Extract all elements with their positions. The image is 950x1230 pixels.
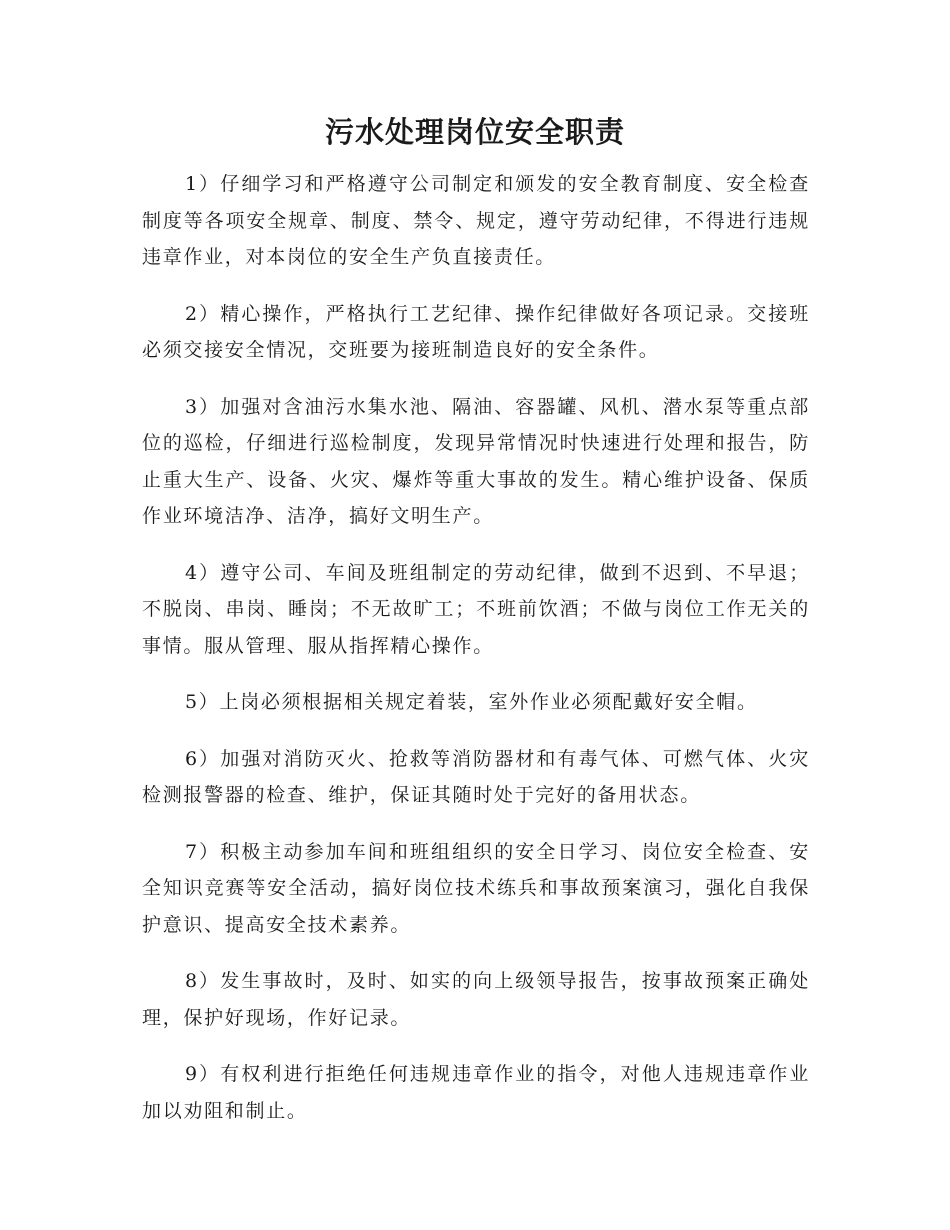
paragraph-4: 4）遵守公司、车间及班组制定的劳动纪律，做到不迟到、不早退；不脱岗、串岗、睡岗；不无故旷工；不班前饮酒；不做与岗位工作无关的事情。服从管理、服从指挥精心操作。: [142, 561, 810, 657]
paragraph-5: 5）上岗必须根据相关规定着装，室外作业必须配戴好安全帽。: [185, 691, 758, 713]
paragraph-7: 7）积极主动参加车间和班组组织的安全日学习、岗位安全检查、安全知识竞赛等安全活动，搞好岗位技术练兵和事故预案演习，强化自我保护意识、提高安全技术素养。: [142, 840, 810, 936]
paragraph-8: 8）发生事故时，及时、如实的向上级领导报告，按事故预案正确处理，保护好现场，作好记录。: [142, 970, 810, 1029]
document-body: [142, 166, 810, 1149]
paragraph-1: 1）仔细学习和严格遵守公司制定和颁发的安全教育制度、安全检查制度等各项安全规章、制度、禁令、规定，遵守劳动纪律，不得进行违规违章作业，对本岗位的安全生产负直接责任。: [142, 173, 810, 268]
page-title: 污水处理岗位安全职责: [324, 115, 625, 149]
paragraph-3: 3）加强对含油污水集水池、隔油、容器罐、风机、潜水泵等重点部位的巡检，仔细进行巡检制度，发现异常情况时快速进行处理和报告，防止重大生产、设备、火灾、爆炸等重大事故的发生。精心维护设备、保质作业环境洁净、洁净，搞好文明生产。: [142, 395, 810, 527]
paragraph-6: 6）加强对消防灭火、抢救等消防器材和有毒气体、可燃气体、火灾检测报警器的检查、维护，保证其随时处于完好的备用状态。: [142, 747, 810, 806]
paragraph-2: 2）精心操作，严格执行工艺纪律、操作纪律做好各项记录。交接班必须交接安全情况，交班要为接班制造良好的安全条件。: [142, 302, 810, 361]
paragraph-9: 9）有权利进行拒绝任何违规违章作业的指令，对他人违规违章作业加以劝阻和制止。: [142, 1063, 810, 1122]
